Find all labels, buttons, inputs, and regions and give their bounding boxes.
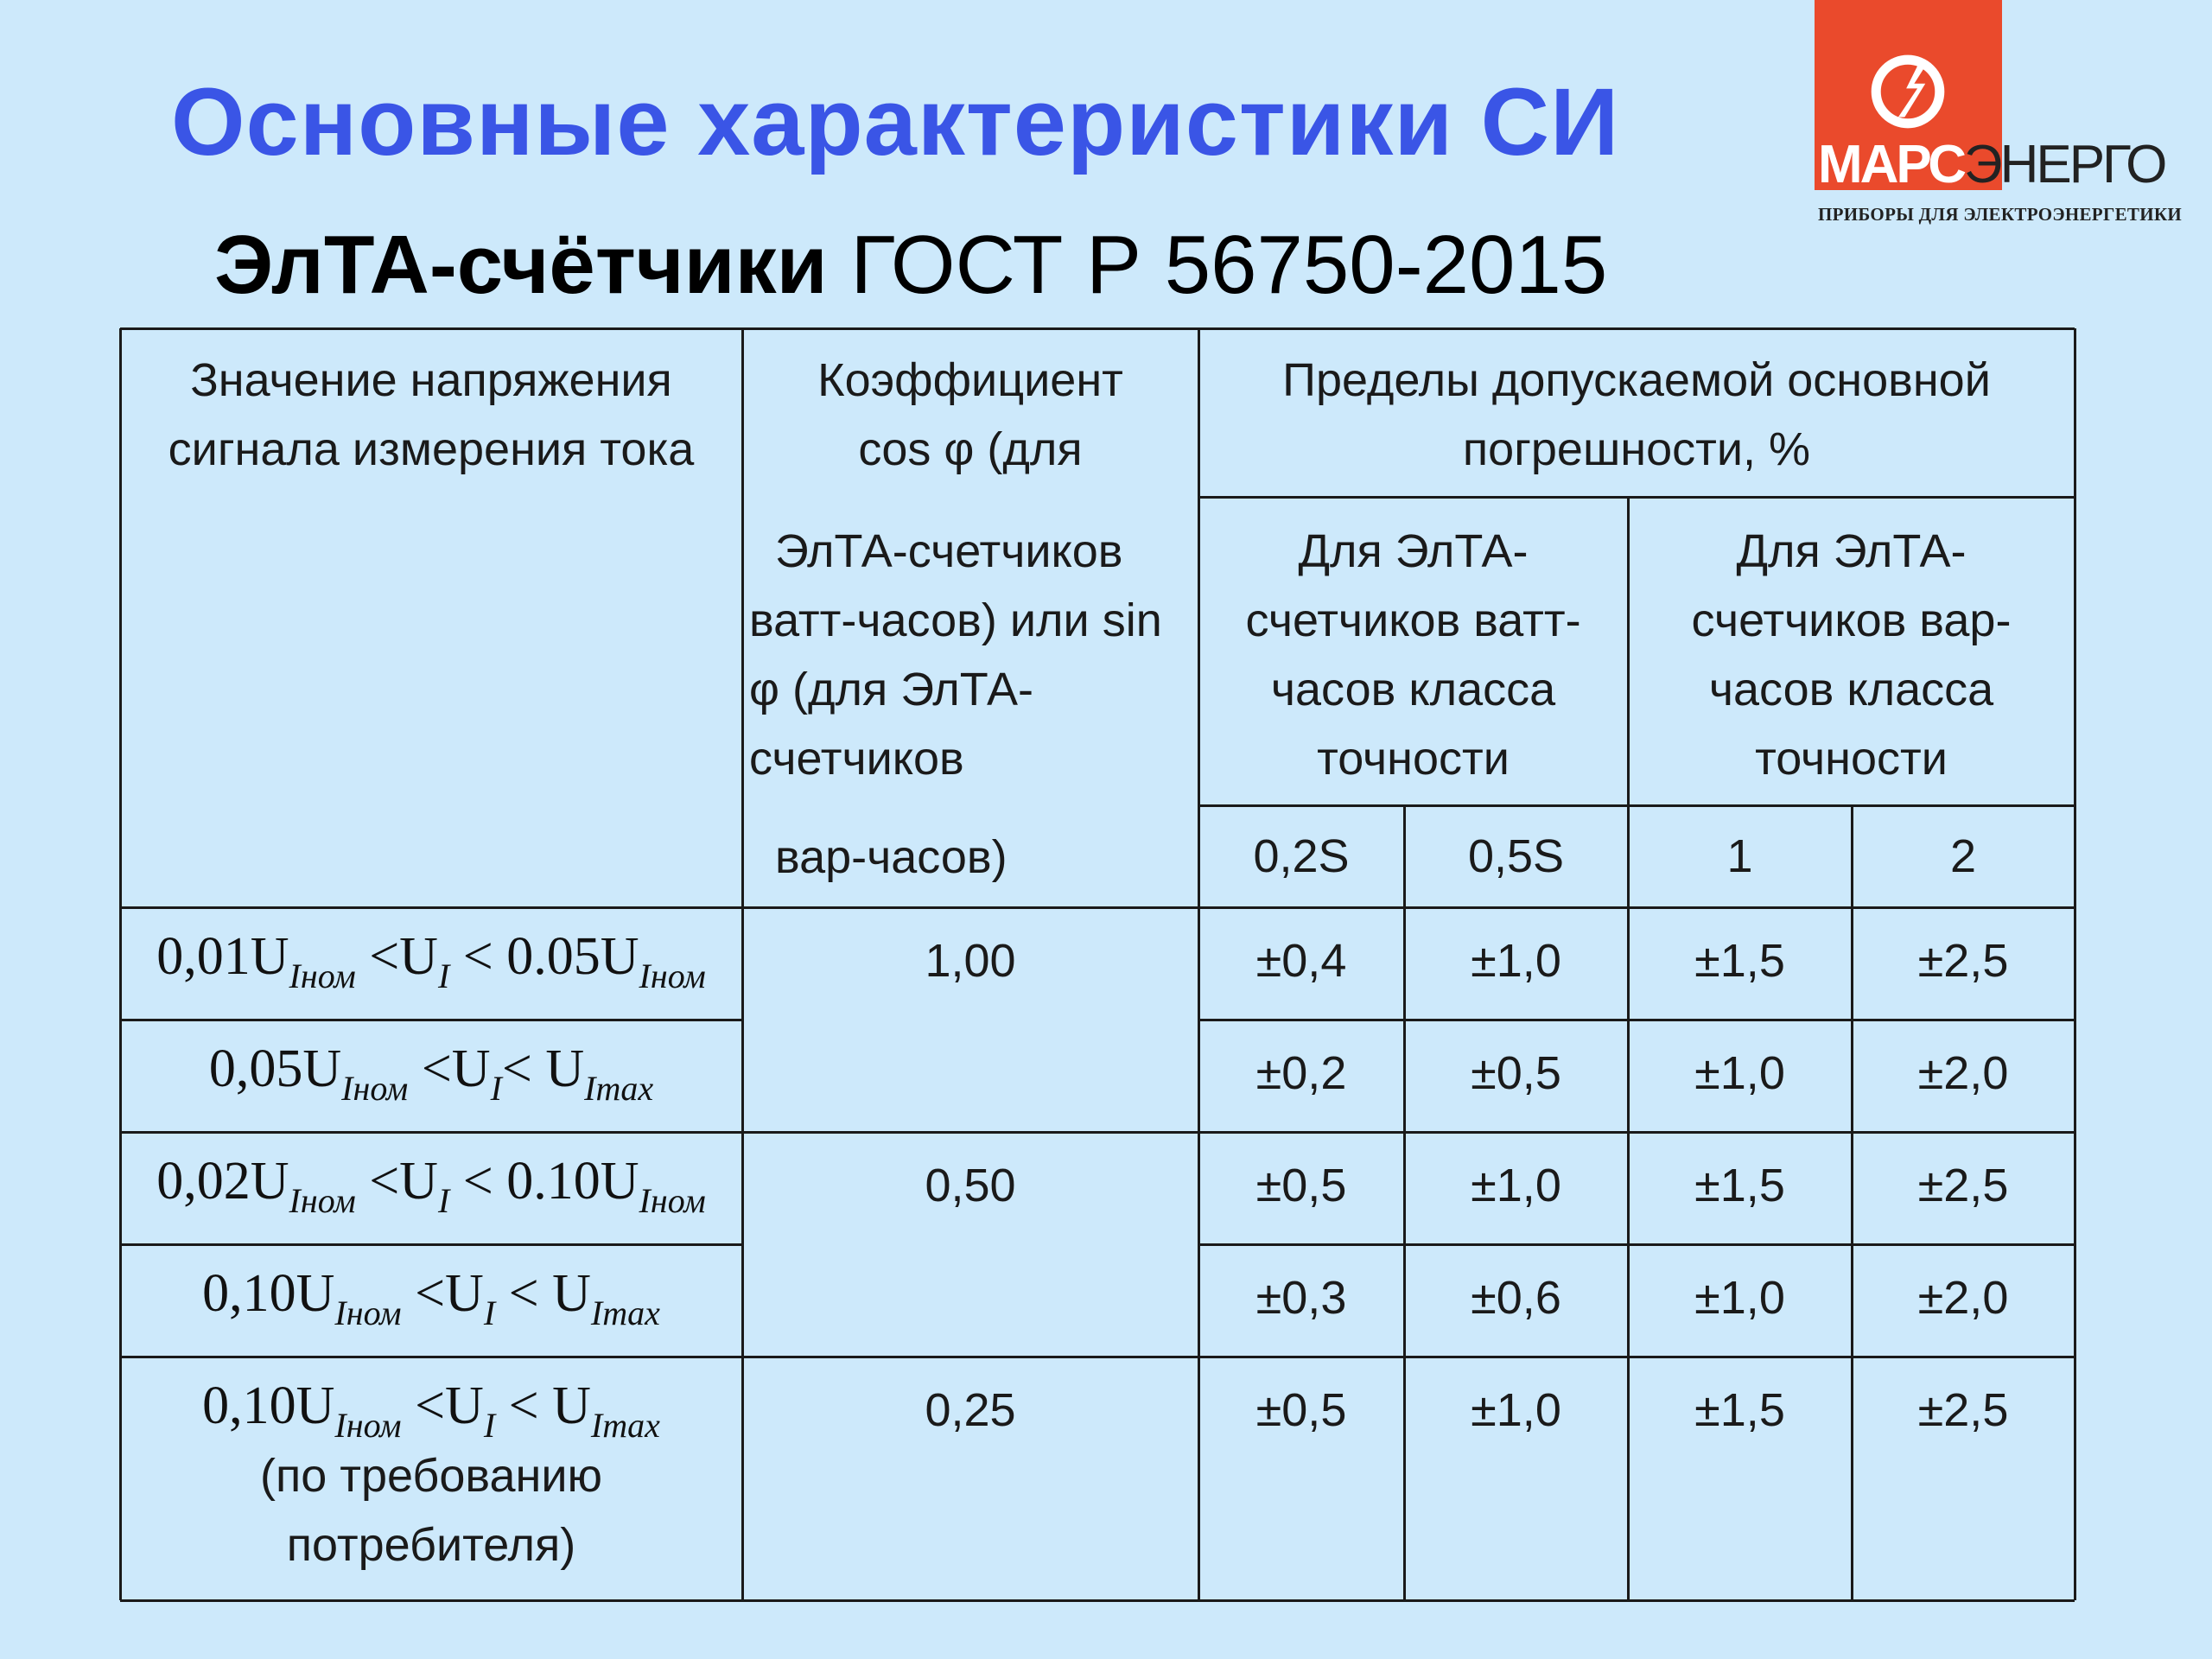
subtitle-product: ЭлТА-счётчики [214,219,828,311]
formula-text: <U [355,1152,438,1211]
header-text-line: сигнала измерения тока [168,423,695,475]
error-limit-value: ±2,0 [1917,1047,2009,1099]
formula-text: <U [355,927,438,986]
formula-subscript: Iном [289,957,356,995]
error-limit-value: ±2,5 [1917,1160,2009,1211]
voltage-range-formula [120,1263,742,1332]
formula-subscript: Iном [334,1406,402,1445]
table-hline [120,1019,742,1021]
error-limit-value: ±0,6 [1471,1272,1561,1324]
header-text-line: cos φ (для [858,423,1083,475]
logo-brand-part2: ЭНЕРГО [1964,135,2165,194]
error-limit-value: ±0,2 [1255,1047,1347,1099]
error-limit-value: ±1,0 [1694,1272,1785,1324]
header-watt-hours [1198,517,1628,793]
page-title: Основные характеристики СИ [171,69,1620,175]
error-limit-value: ±0,5 [1471,1047,1561,1099]
header-limits [1198,346,2075,484]
formula-text: < 0.10U [449,1152,639,1211]
formula-text: < U [495,1376,591,1435]
table-hline [1198,804,2075,807]
table-hline [120,327,2075,330]
header-text-line: Значение напряжения [190,354,672,406]
error-limit-value: ±2,5 [1917,1384,2009,1436]
formula-subscript: Iном [334,1294,402,1332]
characteristics-table [120,328,2075,1600]
company-logo [1815,0,2212,233]
header-voltage [120,346,742,484]
header-text-line: φ (для ЭлТА- [749,664,1033,715]
formula-subscript: I [483,1294,496,1332]
header-text-line: часов класса [1708,664,1994,715]
subtitle-standard: ГОСТ Р 56750-2015 [850,219,1608,311]
error-limit-value: ±1,5 [1694,1160,1785,1211]
formula-subscript: I [437,957,450,995]
table-hline [1198,1019,2075,1021]
header-text-line: счетчиков вар- [1691,594,2012,646]
formula-text: 0,10U [202,1264,335,1323]
table-hline [1198,1243,2075,1246]
page-subtitle [214,218,1607,313]
error-limit-value: ±1,5 [1694,935,1785,987]
formula-subscript: I [490,1069,502,1108]
coefficient-value: 0,25 [925,1384,1016,1436]
formula-text: <U [408,1039,491,1098]
logo-brand-part1: МАРС [1818,135,1965,194]
error-limit-value: ±1,0 [1471,1384,1561,1436]
formula-subscript: Imax [584,1069,654,1108]
formula-text: 0,02U [156,1152,289,1211]
header-text-line: Коэффициент [817,354,1123,406]
formula-text: 0,05U [208,1039,342,1098]
formula-text: < U [501,1039,585,1098]
formula-text: 0,10U [202,1376,335,1435]
header-text-line: Для ЭлТА- [1298,525,1529,577]
lightning-emblem-icon [1868,52,1948,131]
formula-subscript: Iном [639,957,706,995]
formula-subscript: I [437,1181,450,1220]
header-coefficient-bottom [749,517,1198,793]
logo-wordmark [1818,135,2165,194]
error-limit-value: ±1,0 [1694,1047,1785,1099]
error-limit-value: ±0,3 [1255,1272,1347,1324]
logo-tagline: ПРИБОРЫ ДЛЯ ЭЛЕКТРОЭНЕРГЕТИКИ [1818,204,2183,225]
formula-text: 0,01U [156,927,289,986]
error-limit-value: ±2,5 [1917,935,2009,987]
error-limit-value: ±1,0 [1471,935,1561,987]
formula-subscript: I [483,1406,496,1445]
formula-text: <U [401,1264,484,1323]
coefficient-value: 0,50 [925,1160,1016,1211]
table-hline [120,1599,2075,1602]
formula-text: < U [495,1264,591,1323]
formula-subscript: Iном [639,1181,706,1220]
accuracy-class-3: 2 [1949,830,1977,882]
header-var-hours [1628,517,2075,793]
header-text-line: точности [1317,733,1510,785]
table-hline [120,1243,742,1246]
table-hline [120,1356,2075,1358]
accuracy-class-2: 1 [1726,830,1753,882]
note-line: потребителя) [286,1519,576,1571]
voltage-range-formula [120,1151,742,1220]
formula-text: < 0.05U [449,927,639,986]
error-limit-value: ±2,0 [1917,1272,2009,1324]
header-text-line: ватт-часов) или sin [749,594,1162,646]
voltage-range-formula [120,1376,742,1445]
header-text-line: Пределы допускаемой основной [1282,354,1991,406]
formula-subscript: Imax [590,1406,660,1445]
header-text-line: Для ЭлТА- [1736,525,1967,577]
voltage-range-formula [120,926,742,995]
voltage-range-note [120,1441,742,1580]
error-limit-value: ±0,4 [1255,935,1347,987]
table-hline [120,1131,2075,1134]
header-coefficient-last: вар-часов) [775,831,1007,883]
error-limit-value: ±1,0 [1471,1160,1561,1211]
formula-subscript: Iном [289,1181,356,1220]
formula-text: <U [401,1376,484,1435]
header-text-line: счетчиков ватт- [1245,594,1581,646]
voltage-range-formula [120,1039,742,1108]
error-limit-value: ±0,5 [1255,1160,1347,1211]
note-line: (по требованию [259,1450,602,1502]
header-text-line: погрешности, % [1462,423,1811,475]
error-limit-value: ±0,5 [1255,1384,1347,1436]
accuracy-class-0: 0,2S [1253,830,1350,882]
header-coefficient-top [742,346,1198,484]
table-hline [120,906,2075,909]
header-text-line: ЭлТА-счетчиков [775,525,1123,577]
formula-subscript: Iном [341,1069,409,1108]
header-text-line: точности [1755,733,1948,785]
accuracy-class-1: 0,5S [1467,830,1565,882]
header-text-line: часов класса [1270,664,1556,715]
table-hline [1198,496,2075,499]
formula-subscript: Imax [590,1294,660,1332]
coefficient-value: 1,00 [925,935,1016,987]
header-text-line: счетчиков [749,733,964,785]
error-limit-value: ±1,5 [1694,1384,1785,1436]
